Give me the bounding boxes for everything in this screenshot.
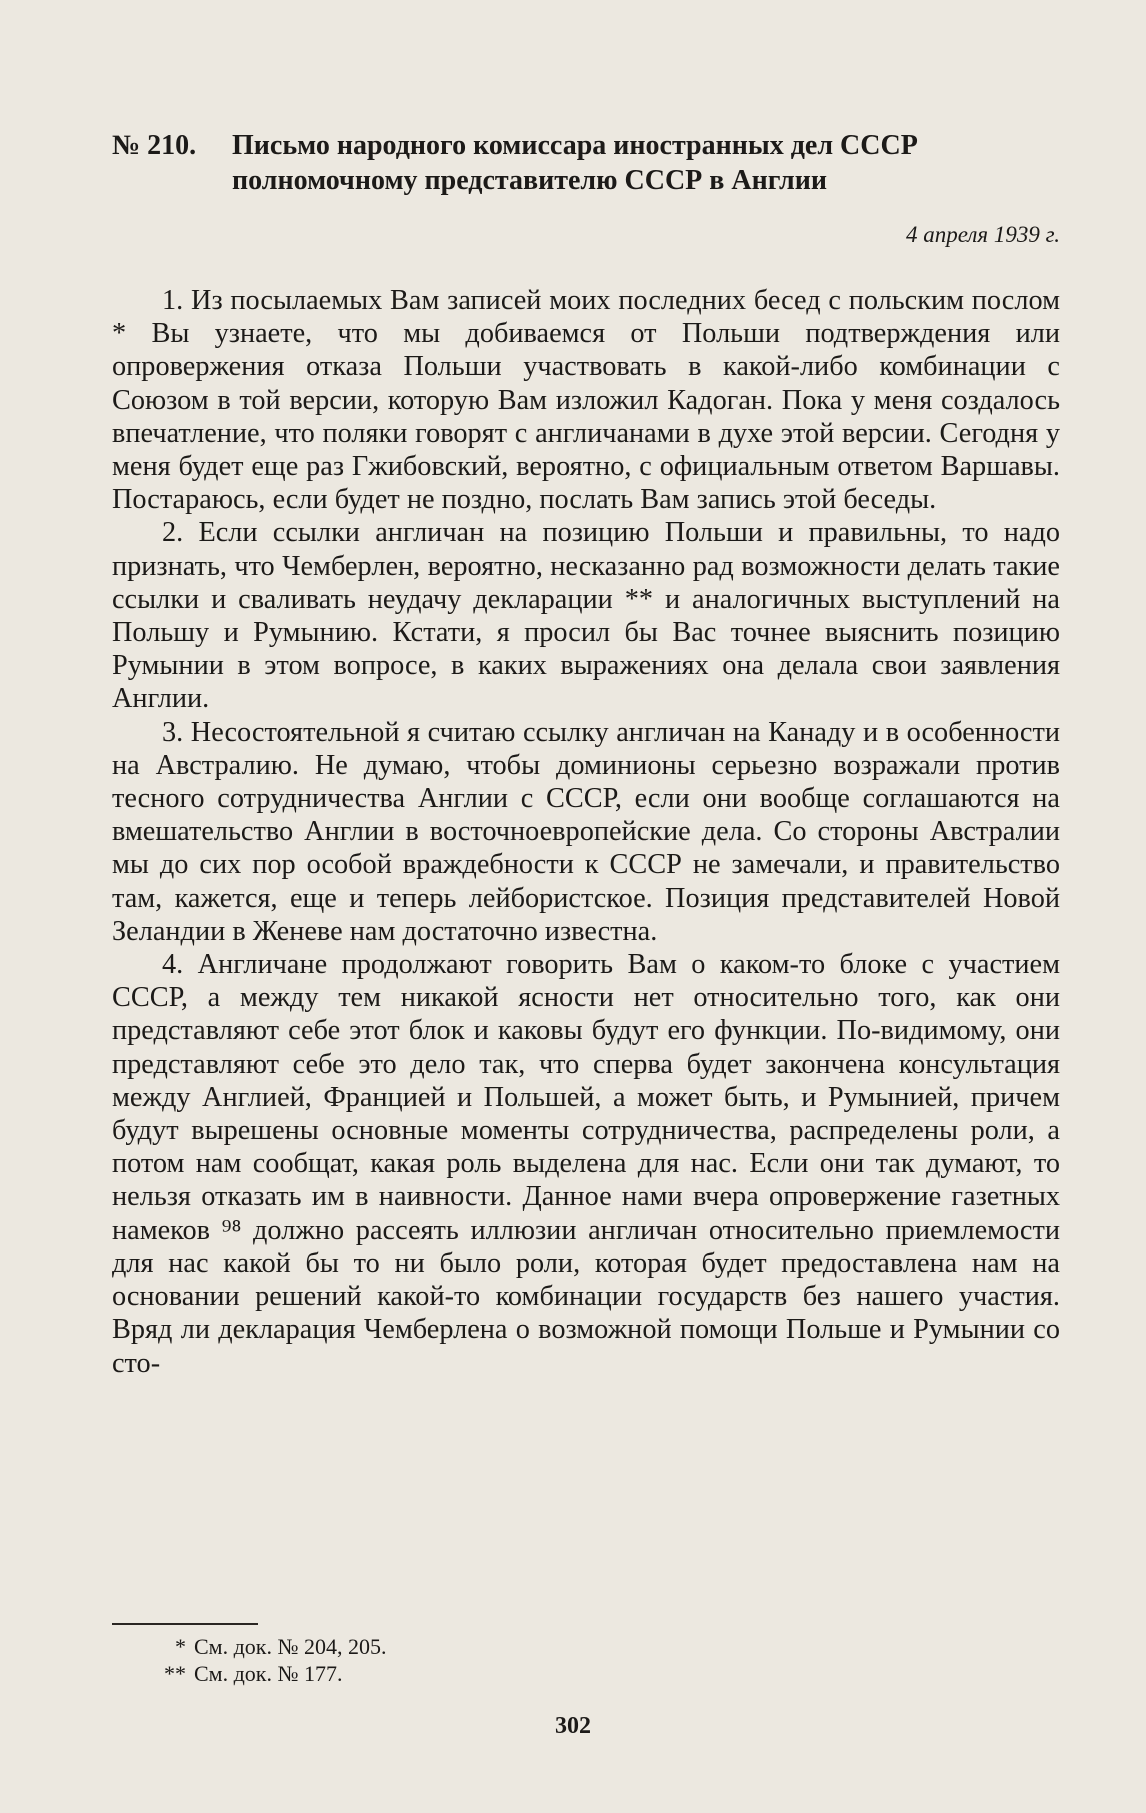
footnote bbox=[158, 1660, 386, 1687]
footnote-text: См. док. № 204, 205. bbox=[194, 1634, 387, 1659]
footnote-mark: ** bbox=[164, 1661, 186, 1686]
footnote-divider bbox=[112, 1623, 258, 1625]
document-header bbox=[112, 128, 1062, 198]
paragraph-4: 4. Англичане продолжают говорить Вам о каком-то блоке с участием СССР, а между тем никакой ясности нет относительно того, как они представляют себе этот блок и каковы будут его функции. По-видимому, они представляют себе это дело так, что сперва будет закончена консультация между Англией, Францией и Польшей, а может быть, и Румынией, причем будут вырешены основные моменты сотрудничества, распределены роли, а потом нам сообщат, какая роль выделена для нас. Если они так думают, то нельзя отказать им в наивности. Данное нами вчера опровержение газетных намеков ⁹⁸ должно рассеять иллюзии англичан относительно приемлемости для нас какой бы то ни было роли, которая будет предоставлена нам на основании решений какой-то комбинации государств без нашего участия. Вряд ли декларация Чемберлена о возможной помощи Польше и Румынии со сто- bbox=[112, 949, 1060, 1379]
page-number: 302 bbox=[555, 1713, 591, 1739]
footnote bbox=[158, 1633, 386, 1660]
paragraph-2: 2. Если ссылки англичан на позицию Польши и правильны, то надо признать, что Чемберлен, вероятно, несказанно рад возможности делать такие ссылки и сваливать неудачу декларации ** и аналогичных выступлений на Польшу и Румынию. Кстати, я просил бы Вас точнее выяснить позицию Румынии в этом вопросе, в каких выражениях она делала свои заявления Англии. bbox=[112, 517, 1060, 715]
paragraph-3: 3. Несостоятельной я считаю ссылку англичан на Канаду и в особенности на Австралию. Не думаю, чтобы доминионы серьезно возражали против тесного сотрудничества Англии с СССР, если они вообще соглашаются на вмешательство Англии в восточноевропейские дела. Со стороны Австралии мы до сих пор особой враждебности к СССР не замечали, и правительство там, кажется, еще и теперь лейбористское. Позиция представителей Новой Зеландии в Женеве нам достаточно известна. bbox=[112, 716, 1060, 947]
document-date: 4 апреля 1939 г. bbox=[905, 222, 1060, 247]
document-number: № 210. bbox=[112, 130, 197, 161]
document-body bbox=[112, 284, 1060, 1380]
footnotes bbox=[158, 1633, 386, 1687]
document-title-line2: полномочному представителю СССР в Англии bbox=[232, 165, 828, 196]
footnote-mark: * bbox=[175, 1634, 186, 1659]
paragraph-1: 1. Из посылаемых Вам записей моих последних бесед с польским послом * Вы узнаете, что мы добиваемся от Польши подтверждения или опровержения отказа Польши участвовать в какой-либо комбинации с Союзом в той версии, которую Вам изложил Кадоган. Пока у меня создалось впечатление, что поляки говорят с англичанами в духе этой версии. Сегодня у меня будет еще раз Гжибовский, вероятно, с официальным ответом Варшавы. Постараюсь, если будет не поздно, послать Вам запись этой беседы. bbox=[112, 285, 1060, 516]
footnote-text: См. док. № 177. bbox=[194, 1661, 343, 1686]
document-title-line1: Письмо народного комиссара иностранных дел СССР bbox=[232, 130, 918, 161]
